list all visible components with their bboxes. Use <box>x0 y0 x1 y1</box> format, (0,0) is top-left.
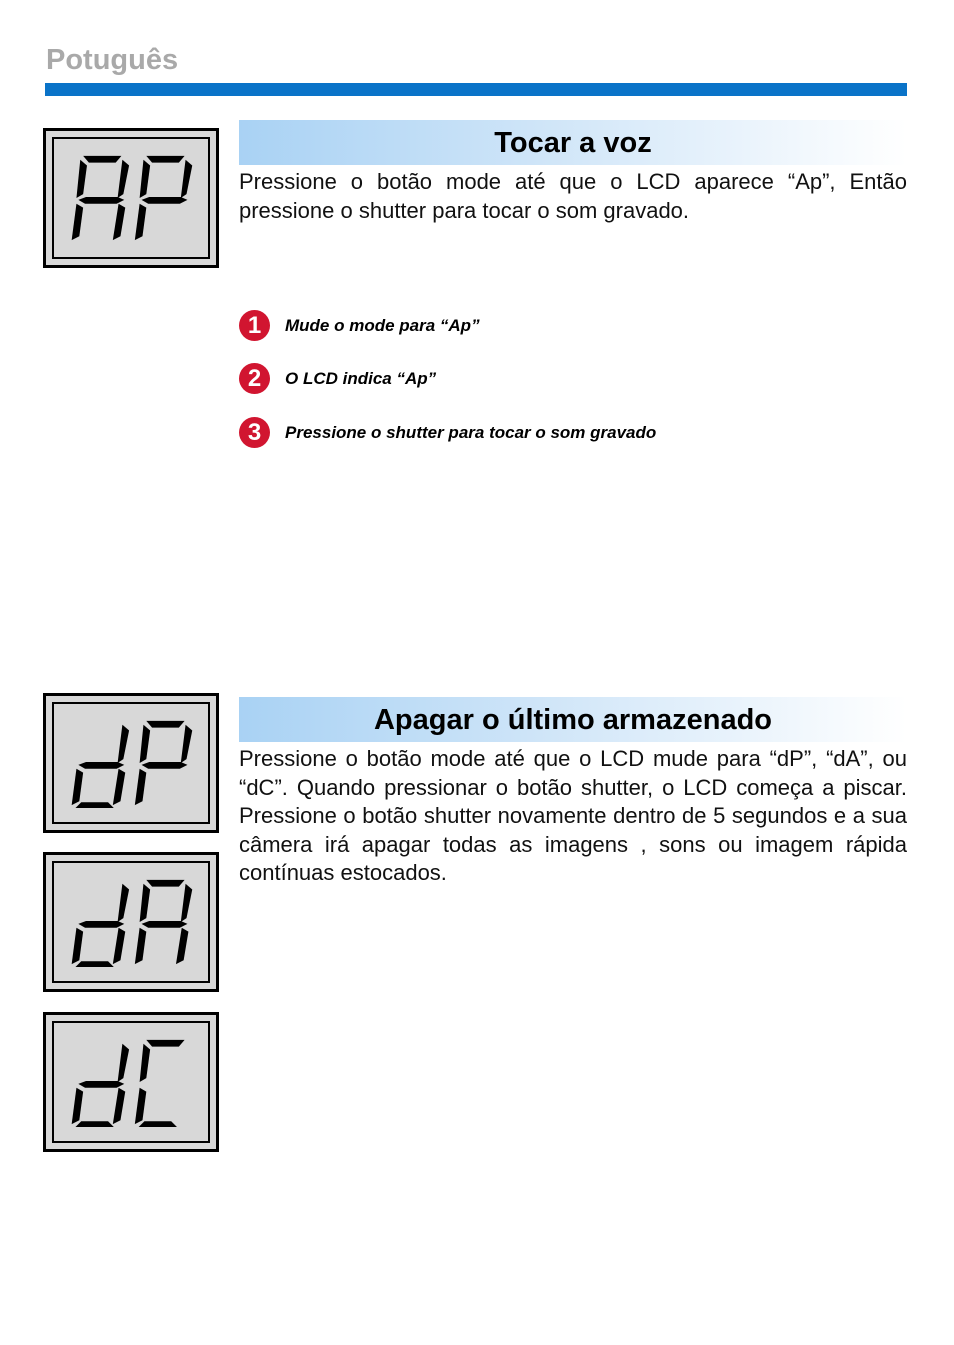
section-heading-play: Tocar a voz <box>239 120 907 165</box>
lcd-display-dp <box>43 693 219 833</box>
lcd-segments-dc <box>46 1015 216 1149</box>
step-number-badge: 3 <box>239 417 270 448</box>
lcd-segments-dp <box>46 696 216 830</box>
lcd-display-dc <box>43 1012 219 1152</box>
lcd-digit-a <box>72 156 129 240</box>
lcd-digit-d <box>72 725 129 808</box>
step-number-badge: 1 <box>239 310 270 341</box>
lcd-display-da <box>43 852 219 992</box>
step-text: O LCD indica “Ap” <box>285 369 437 388</box>
lcd-digit-d <box>72 1044 129 1127</box>
lcd-digit-d <box>72 884 129 967</box>
step-text: Mude o mode para “Ap” <box>285 316 480 335</box>
section-heading-delete: Apagar o último armazenado <box>239 697 907 742</box>
lcd-digit-p <box>135 721 192 805</box>
section-body-play: Pressione o botão mode até que o LCD aparece “Ap”, Então pressione o shutter para tocar o som gravado. <box>239 169 907 223</box>
section-body-delete: Pressione o botão mode até que o LCD mude para “dP”, “dA”, ou “dC”. Quando pressionar o botão shutter, o LCD começa a piscar. Pressione o botão shutter novamente dentro de 5 segundos e a sua câmera irá apagar todas as imagens , sons ou imagem rápida contínuas estocados. <box>239 746 907 885</box>
page-language-title: Potuguês <box>46 44 179 76</box>
step-text: Pressione o shutter para tocar o som gravado <box>285 423 657 442</box>
lcd-digit-c <box>135 1040 185 1127</box>
lcd-segments-ap <box>46 131 216 265</box>
lcd-display-ap <box>43 128 219 268</box>
step-number-badge: 2 <box>239 363 270 394</box>
lcd-digit-a <box>135 880 192 964</box>
lcd-digit-p <box>135 156 192 240</box>
header-divider <box>45 83 907 96</box>
lcd-segments-da <box>46 855 216 989</box>
